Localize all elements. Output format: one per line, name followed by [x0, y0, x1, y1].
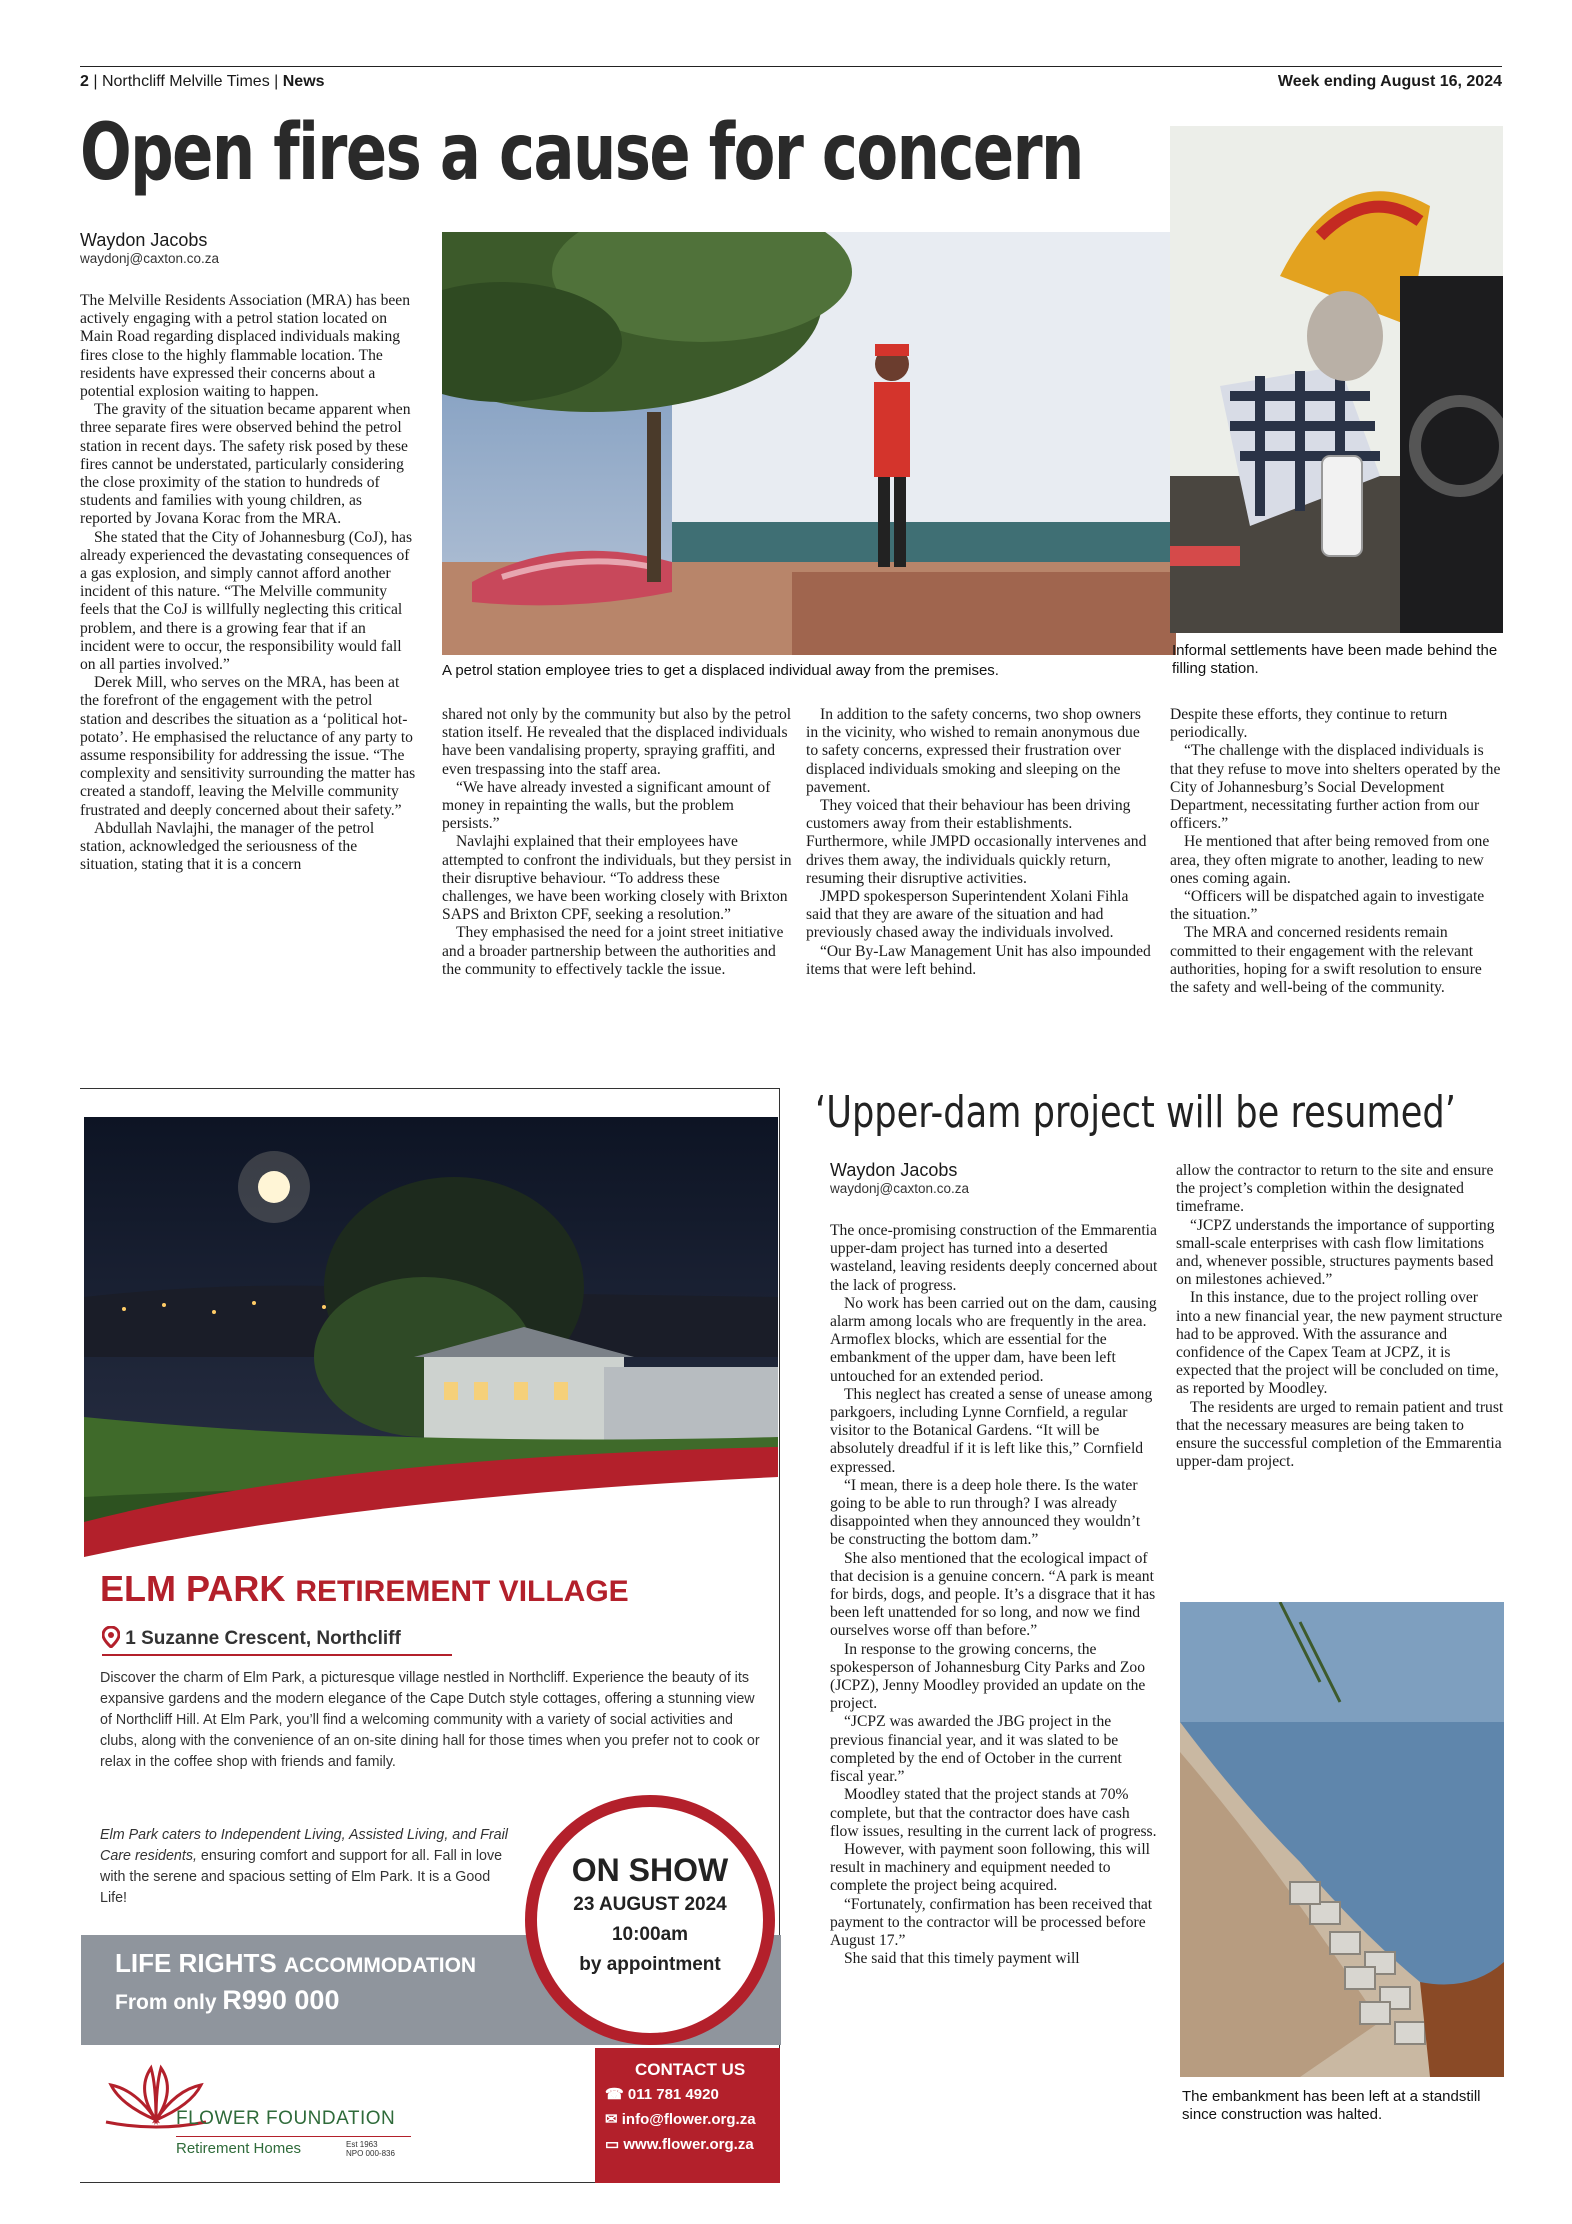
article1-column-1 [80, 292, 416, 875]
paragraph: The MRA and concerned residents remain committed to their engagement with the relevant authorities, hoping for a swift resolution to ensure the safety and well-being of the community. [1170, 924, 1482, 997]
article1-column-2 [442, 706, 792, 979]
paragraph: No work has been carried out on the dam, causing alarm among locals who are frequently in the area. Armoflex blocks, which are essential for the embankment of the upper dam, have been left untouched for an extended period. [830, 1294, 1157, 1385]
article1-column-3 [806, 706, 1154, 979]
paragraph: The gravity of the situation became apparent when three separate fires were observed behind the petrol station in recent days. The safety risk posed by these fires cannot be understated, particularly considering the close proximity of the station to hundreds of students and families with young children, as reported by Jovana Korac from the MRA. [80, 401, 411, 528]
petrol-station-photo [442, 232, 1176, 655]
advert-title: ELM PARK RETIREMENT VILLAGE [100, 1568, 629, 1609]
flower-foundation-logo: FLOWER FOUNDATION Retirement Homes Est 1963 NPO 000-836 [96, 2060, 416, 2170]
web-icon: ▭ [605, 2136, 620, 2153]
paragraph: “JCPZ was awarded the JBG project in the previous financial year, and it was slated to be completed by the end of October in the current fiscal year.” [830, 1713, 1122, 1786]
elm-park-night-photo [84, 1117, 778, 1557]
paragraph: “Our By-Law Management Unit has also impounded items that were left behind. [806, 942, 1151, 978]
paragraph: They voiced that their behaviour has been driving customers away from their establishments. Furthermore, while JMPD occasionally intervenes and drives them away, the individuals quickly return, resuming their disruptive activities. [806, 797, 1147, 887]
paragraph: Navlajhi explained that their employees have attempted to confront the individuals, but they persist in their disruptive behaviour. “To address these challenges, we have been working closely with Brixton SAPS and Brixton CPF, seeking a resolution.” [442, 833, 792, 924]
advert-description-2: Elm Park caters to Independent Living, Assisted Living, and Frail Care residents, ensuring comfort and support for all. Fall in love with the serene and spacious setting of Elm Park. It is a Good Life! [100, 1827, 508, 1906]
paragraph: She stated that the City of Johannesburg (CoJ), has already experienced the devastating consequences of a gas explosion, and simply cannot afford another incident of this nature. “The Melville community feels that the CoJ is willfully neglecting this critical problem, and there is a growing fear that if an incident were to occur, the responsibility would fall on all parties involved.” [80, 528, 413, 674]
page-header [80, 66, 1502, 96]
contact-details: CONTACT US ☎ 011 781 4920 ✉ info@flower.org.za ▭ www.flower.org.za [605, 2060, 756, 2153]
informal-settlement-photo [1170, 126, 1503, 633]
email-icon: ✉ [605, 2111, 618, 2128]
paragraph: Abdullah Navlajhi, the manager of the petrol station, acknowledged the seriousness of the situation, stating that it is a concern [80, 819, 375, 874]
photo-caption: The embankment has been left at a standstill since construction was halted. [1182, 2088, 1481, 2123]
paragraph: “I mean, there is a deep hole there. Is the water going to be able to run through? I was already disappointed when they announced they wouldn’t be constructing the bottom dam.” [830, 1476, 1141, 1549]
paragraph: “The challenge with the displaced individuals is that they refuse to move into shelters operated by the City of Johannesburg’s Social Development Department, necessitating further action from our officers.” [1170, 742, 1501, 833]
byline [830, 1160, 969, 1196]
paragraph: They emphasised the need for a joint street initiative and a broader partnership between the authorities and the community to effectively tackle the issue. [442, 924, 784, 978]
paragraph: However, with payment soon following, this will result in machinery and equipment needed to complete the project being acquired. [830, 1840, 1151, 1895]
article2-column-2 [1176, 1162, 1504, 1471]
website-link[interactable]: www.flower.org.za [623, 2136, 754, 2153]
phone-number[interactable]: 011 781 4920 [627, 2086, 719, 2103]
paragraph: The once-promising construction of the Emmarentia upper-dam project has turned into a deserted wasteland, leaving residents deeply concerned about the lack of progress. [830, 1222, 1158, 1294]
email-link[interactable]: info@flower.org.za [621, 2111, 756, 2128]
paragraph: Despite these efforts, they continue to return periodically. [1170, 706, 1448, 742]
paragraph: Derek Mill, who serves on the MRA, has been at the forefront of the engagement with the petrol station and describes the situation as a ‘political hot-potato’. He emphasised the reluctance of any party to assume responsibility for addressing the issue. “The complexity and sensitivity surrounding the matter has created a standoff, leaving the Melville community frustrated and deeply concerned about their safety.” [80, 674, 416, 819]
paragraph: Moodley stated that the project stands at 70% complete, but that the contractor does have cash flow issues, resulting in the current lack of progress. [830, 1786, 1157, 1840]
advert-address: 1 Suzanne Crescent, Northcliff [102, 1626, 452, 1656]
photo-caption: Informal settlements have been made behind the filling station. [1172, 642, 1498, 677]
page-folio: 2 | Northcliff Melville Times | News [80, 73, 325, 90]
paragraph: She said that this timely payment will [844, 1950, 1080, 1968]
paragraph: JMPD spokesperson Superintendent Xolani Fihla said that they are aware of the situation and had previously chased away the individuals involved. [806, 888, 1129, 942]
paragraph: In response to the growing concerns, the spokesperson of Johannesburg City Parks and Zoo (JCPZ), Jenny Moodley provided an update on the project. [830, 1640, 1146, 1713]
author-name: Waydon Jacobs [830, 1160, 958, 1180]
paragraph: “Fortunately, confirmation has been received that payment to the contractor will be processed before August 17.” [830, 1895, 1153, 1949]
photo-caption: A petrol station employee tries to get a displaced individual away from the premises. [442, 662, 999, 679]
location-pin-icon [102, 1626, 120, 1648]
author-email[interactable]: waydonj@caxton.co.za [80, 251, 220, 266]
paragraph: allow the contractor to return to the site and ensure the project’s completion within the designated timeframe. [1176, 1162, 1494, 1216]
on-show-text: ON SHOW 23 AUGUST 2024 10:00am by appointment [571, 1852, 729, 1975]
author-email[interactable]: waydonj@caxton.co.za [830, 1181, 970, 1196]
paragraph: The residents are urged to remain patient and trust that the necessary measures are being taken to ensure the successful completion of the Emmarentia upper-dam project. [1176, 1398, 1504, 1471]
article2-headline: ‘Upper-dam project will be resumed’ [815, 1087, 1456, 1138]
byline [80, 230, 219, 266]
phone-icon: ☎ [605, 2086, 624, 2103]
paragraph: In addition to the safety concerns, two shop owners in the vicinity, who wished to remain anonymous due to safety concerns, expressed their frustration over displaced individuals smoking and sleeping on the pavement. [806, 706, 1141, 796]
article-headline: Open fires a cause for concern [80, 108, 1083, 198]
author-name: Waydon Jacobs [80, 230, 208, 250]
paragraph: “We have already invested a significant amount of money in repainting the walls, but the problem persists.” [442, 778, 771, 833]
paragraph: “Officers will be dispatched again to investigate the situation.” [1170, 888, 1485, 924]
paragraph: “JCPZ understands the importance of supporting small-scale enterprises with cash flow limitations and, whenever possible, structures payments based on milestones achieved.” [1176, 1216, 1495, 1289]
paragraph: He mentioned that after being removed from one area, they often migrate to another, leading to new ones coming again. [1170, 833, 1490, 887]
paragraph: This neglect has created a sense of unease among parkgoers, including Lynne Cornfield, a regular visitor to the Botanical Gardens. “It will be absolutely dreadful if it is left like this,” Cornfield expressed. [830, 1385, 1153, 1476]
advert-description: Discover the charm of Elm Park, a picturesque village nestled in Northcliff. Experience the beauty of its expansive gardens and the modern elegance of the Cape Dutch style cottages, offering a stunning view of Northcliff Hill. At Elm Park, you’ll find a welcoming community with a variety of social activities and clubs, along with the convenience of an on-site dining hall for those times when you prefer not to cook or relax in the coffee shop with friends and family. [100, 1670, 760, 1770]
article1-column-4 [1170, 706, 1504, 997]
life-rights-text: LIFE RIGHTS ACCOMMODATION From only R990 000 [115, 1948, 477, 2015]
paragraph: shared not only by the community but also by the petrol station itself. He revealed that the displaced individuals have been vandalising property, spraying graffiti, and even trespassing into the staff area. [442, 706, 792, 778]
paragraph: She also mentioned that the ecological impact of that decision is a genuine concern. “A park is meant for birds, dogs, and people. It’s a disgrace that it has been left unattended for so long, and now we find ourselves worse off than before.” [830, 1549, 1156, 1640]
article2-column-1 [830, 1222, 1158, 1968]
paragraph: In this instance, due to the project rolling over into a new financial year, the new payment structure had to be approved. With the assurance and confidence of the Capex Team at JCPZ, it is expected that the project will be concluded on time, as reported by Moodley. [1176, 1289, 1503, 1398]
paragraph: The Melville Residents Association (MRA) has been actively engaging with a petrol station located on Main Road regarding displaced individuals making fires close to the highly flammable location. The residents have expressed their concerns about a potential explosion waiting to happen. [80, 292, 411, 401]
issue-date: Week ending August 16, 2024 [1277, 73, 1502, 90]
dam-embankment-photo [1180, 1602, 1504, 2077]
